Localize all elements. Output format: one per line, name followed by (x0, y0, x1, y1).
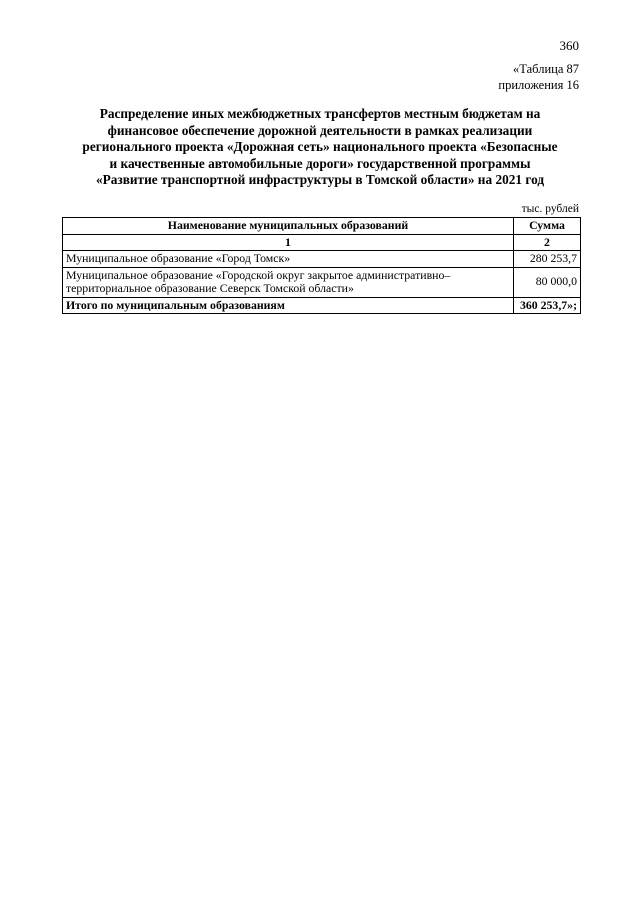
title-line: финансовое обеспечение дорожной деятельности в рамках реализации (107, 122, 533, 138)
annex-appendix-label: приложения 16 (498, 78, 579, 92)
title-line: и качественные автомобильные дороги» государственной программы (109, 155, 531, 171)
total-sum: 360 253,7»; (514, 297, 581, 314)
units-label: тыс. рублей (521, 203, 579, 215)
municipality-sum: 280 253,7 (514, 251, 581, 268)
municipality-name-line: территориальное образование Северск Томской области» (66, 281, 354, 295)
page-number: 360 (559, 38, 579, 53)
column-number-sum: 2 (514, 234, 581, 251)
municipality-name (63, 267, 514, 297)
header-name: Наименование муниципальных образований (63, 218, 514, 235)
annex-reference (498, 61, 579, 93)
title-line: регионального проекта «Дорожная сеть» национального проекта «Безопасные (82, 139, 558, 155)
municipality-name-line: Муниципальное образование «Городской округ закрытое административно– (66, 267, 451, 282)
municipality-name: Муниципальное образование «Город Томск» (63, 251, 514, 268)
table-row (63, 267, 581, 297)
annex-table-label: «Таблица 87 (513, 62, 579, 76)
transfers-table (62, 217, 581, 314)
document-title (62, 106, 578, 189)
column-number-name: 1 (63, 234, 514, 251)
total-row (63, 297, 581, 314)
title-line: «Развитие транспортной инфраструктуры в Томской области» на 2021 год (95, 172, 545, 188)
column-number-row (63, 234, 581, 251)
table-header-row (63, 218, 581, 235)
table-row (63, 251, 581, 268)
title-line: Распределение иных межбюджетных трансфертов местным бюджетам на (99, 106, 541, 121)
header-sum: Сумма (514, 218, 581, 235)
total-label: Итого по муниципальным образованиям (63, 297, 514, 314)
municipality-sum: 80 000,0 (514, 267, 581, 297)
